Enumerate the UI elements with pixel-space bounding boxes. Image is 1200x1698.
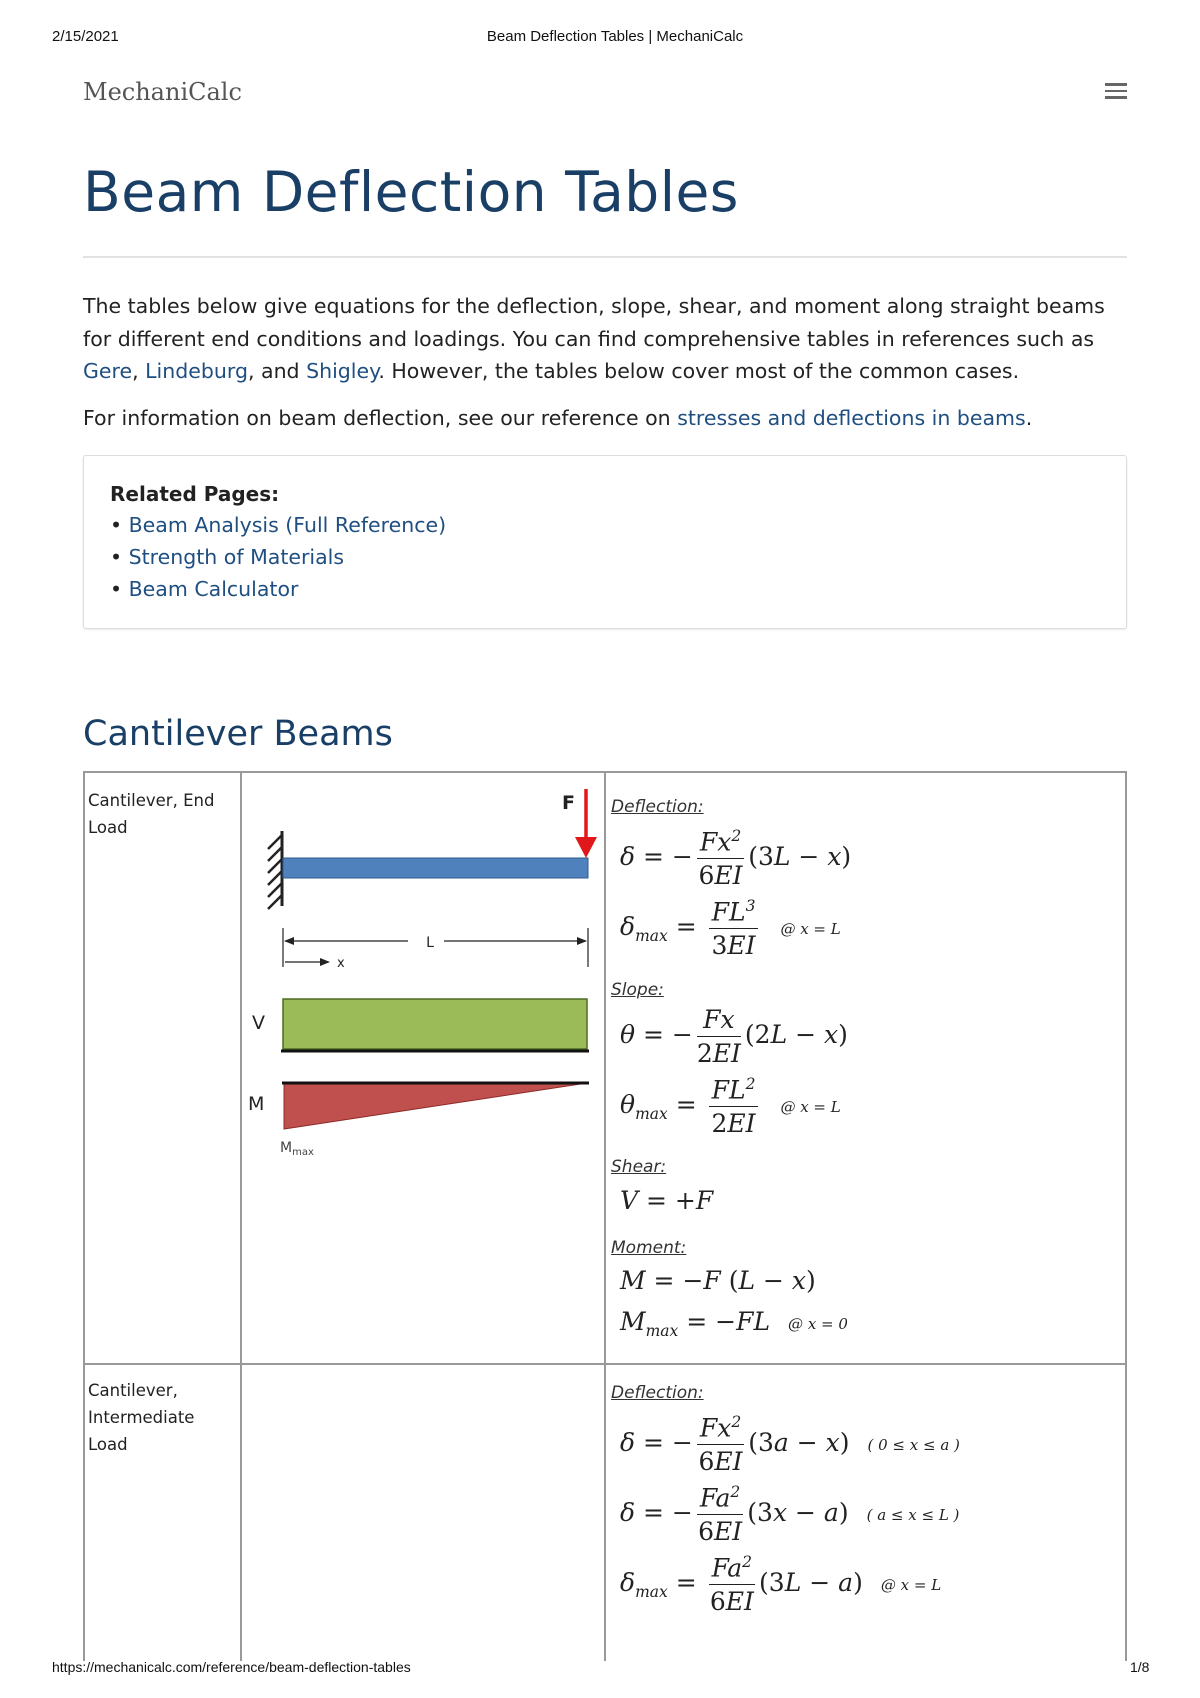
deflection-equation-segment-1: δ = − $\frac{Fx^2}{6EI}$ (3a − x) ( 0 ≤ x ≤ a ) bbox=[620, 1413, 960, 1477]
condition-label: ( 0 ≤ x ≤ a ) bbox=[867, 1435, 960, 1454]
slope-heading: Slope: bbox=[611, 980, 664, 1000]
section-title: Cantilever Beams bbox=[83, 714, 393, 754]
shear-diagram bbox=[283, 999, 587, 1049]
row-label-intermediate-load bbox=[88, 1377, 194, 1458]
info-text: For information on beam deflection, see our reference on bbox=[83, 406, 678, 430]
condition-label: @ x = L bbox=[880, 1575, 942, 1594]
max-moment-equation: $M_{max} = -FL$ @ x = 0 bbox=[620, 1307, 848, 1340]
condition-label: @ x = 0 bbox=[788, 1314, 848, 1333]
intro-text: . However, the tables below cover most of the common cases. bbox=[378, 359, 1020, 383]
gere-link[interactable]: Gere bbox=[83, 359, 133, 383]
condition-label: @ x = L bbox=[780, 919, 841, 938]
row-label-end-load bbox=[88, 787, 214, 841]
max-slope-equation: $\theta_{max}$ = $\frac{FL^2}{2EI}$ @ x = L bbox=[620, 1075, 841, 1139]
print-date: 2/15/2021 bbox=[52, 28, 119, 45]
row-label-line: Cantilever, End bbox=[88, 791, 215, 810]
table-border bbox=[1125, 771, 1127, 1661]
condition-label: @ x = L bbox=[780, 1097, 841, 1116]
intro-text: The tables below give equations for the deflection, slope, shear, and moment along straight beams for different end conditions and loadings. You can find comprehensive tables in references such as bbox=[83, 294, 1105, 351]
related-item: • Beam Calculator bbox=[110, 577, 299, 601]
related-pages-box bbox=[83, 455, 1127, 629]
deflection-heading: Deflection: bbox=[611, 797, 704, 817]
intro-sep: , bbox=[132, 359, 146, 383]
brand-logo[interactable]: MechaniCalc bbox=[83, 78, 242, 106]
deflection-equation: δ = − $\frac{Fx^2}{6EI}$ (3L − x) bbox=[620, 827, 852, 891]
moment-heading: Moment: bbox=[611, 1238, 687, 1258]
max-deflection-equation: $\delta_{max}$ = $\frac{FL^3}{3EI}$ @ x = L bbox=[620, 897, 841, 961]
strength-of-materials-link[interactable]: Strength of Materials bbox=[128, 545, 345, 569]
related-item: • Beam Analysis (Full Reference) bbox=[110, 513, 447, 537]
table-border bbox=[83, 771, 85, 1661]
page-title: Beam Deflection Tables bbox=[83, 160, 739, 224]
shear-heading: Shear: bbox=[611, 1157, 667, 1177]
x-label: x bbox=[337, 956, 345, 971]
force-label: F bbox=[562, 792, 575, 814]
length-dimension bbox=[283, 928, 588, 967]
print-url: https://mechanicalc.com/reference/beam-deflection-tables bbox=[52, 1659, 411, 1675]
hamburger-menu-icon[interactable] bbox=[1105, 80, 1127, 100]
row-label-line: Cantilever, bbox=[88, 1381, 178, 1400]
intro-paragraph bbox=[83, 290, 1133, 388]
row-label-line: Intermediate bbox=[88, 1408, 195, 1427]
wall-support bbox=[268, 831, 282, 909]
row-label-line: Load bbox=[88, 818, 128, 837]
moment-diagram-label: M bbox=[248, 1093, 265, 1115]
condition-label: ( a ≤ x ≤ L ) bbox=[866, 1505, 960, 1524]
shigley-link[interactable]: Shigley bbox=[306, 359, 379, 383]
stresses-deflections-link[interactable]: stresses and deflections in beams bbox=[677, 406, 1026, 430]
cantilever-end-load-diagram bbox=[240, 771, 604, 1191]
title-divider bbox=[83, 256, 1127, 258]
row-label-line: Load bbox=[88, 1435, 128, 1454]
related-item: • Strength of Materials bbox=[110, 545, 345, 569]
beam bbox=[283, 858, 588, 878]
intro-sep: , and bbox=[247, 359, 307, 383]
slope-equation: θ = − $\frac{Fx}{2EI}$ (2L − x) bbox=[620, 1005, 848, 1068]
info-text: . bbox=[1025, 406, 1033, 430]
info-paragraph bbox=[83, 402, 1133, 435]
moment-diagram bbox=[284, 1083, 587, 1129]
mmax-label: $M_{max}$ bbox=[280, 1140, 314, 1158]
deflection-equation-segment-2: δ = − $\frac{Fa^2}{6EI}$ (3x − a) ( a ≤ x ≤ L ) bbox=[620, 1483, 960, 1547]
print-title: Beam Deflection Tables | MechaniCalc bbox=[486, 28, 744, 45]
print-page-number: 1/8 bbox=[1130, 1659, 1150, 1675]
beam-calculator-link[interactable]: Beam Calculator bbox=[128, 577, 299, 601]
beam-analysis-link[interactable]: Beam Analysis (Full Reference) bbox=[128, 513, 447, 537]
max-deflection-equation: $\delta_{max}$ = $\frac{Fa^2}{6EI}$ (3L − a) @ x = L bbox=[620, 1553, 942, 1617]
shear-equation: V = +F bbox=[620, 1186, 714, 1215]
length-label: L bbox=[426, 935, 434, 951]
shear-diagram-label: V bbox=[252, 1012, 265, 1034]
deflection-heading: Deflection: bbox=[611, 1383, 704, 1403]
force-arrow-icon bbox=[575, 789, 597, 858]
column-divider bbox=[604, 771, 606, 1661]
lindeburg-link[interactable]: Lindeburg bbox=[145, 359, 248, 383]
related-pages-title: Related Pages: bbox=[110, 482, 280, 506]
moment-equation: M = −F (L − x) bbox=[620, 1266, 816, 1295]
